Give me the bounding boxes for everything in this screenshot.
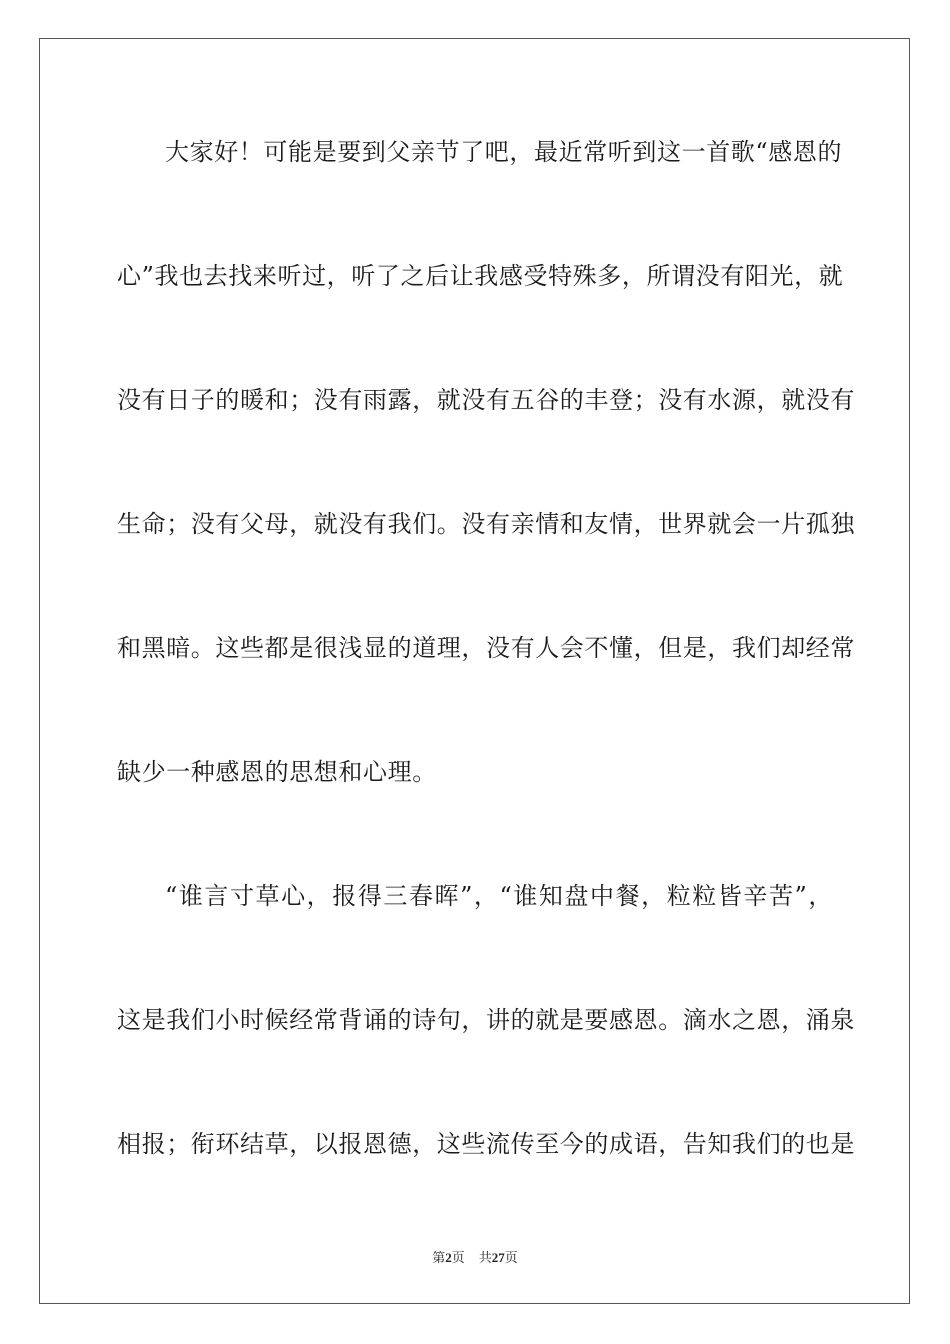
total-label-suffix: 页 [504, 1250, 518, 1265]
page-footer [0, 1247, 950, 1266]
page-number: 2 [445, 1250, 452, 1265]
paragraph-1-line-6: 缺少一种感恩的思想和心理。 [117, 758, 437, 786]
paragraph-1-line-4: 生命；没有父母，就没有我们。没有亲情和友情，世界就会一片孤独 [117, 510, 855, 538]
paragraph-2-line-1: “谁言寸草心，报得三春晖”，“谁知盘中餐，粒粒皆辛苦”， [165, 882, 833, 910]
paragraph-1-line-1: 大家好！可能是要到父亲节了吧，最近常听到这一首歌“感恩的 [165, 138, 843, 166]
page-label-prefix: 第 [432, 1250, 446, 1265]
paragraph-2-line-2: 这是我们小时候经常背诵的诗句，讲的就是要感恩。滴水之恩，涌泉 [117, 1006, 855, 1034]
paragraph-1-line-2: 心”我也去找来听过，听了之后让我感受特殊多，所谓没有阳光，就 [117, 262, 844, 290]
total-pages: 27 [491, 1250, 505, 1265]
paragraph-2-line-3: 相报；衔环结草，以报恩德，这些流传至今的成语，告知我们的也是 [117, 1130, 855, 1158]
total-label-prefix: 共 [478, 1250, 492, 1265]
paragraph-1-line-5: 和黑暗。这些都是很浅显的道理，没有人会不懂，但是，我们却经常 [117, 634, 855, 662]
page-label-suffix: 页 [451, 1250, 465, 1265]
paragraph-1-line-3: 没有日子的暖和；没有雨露，就没有五谷的丰登；没有水源，就没有 [117, 386, 855, 414]
page-border [39, 38, 910, 1304]
